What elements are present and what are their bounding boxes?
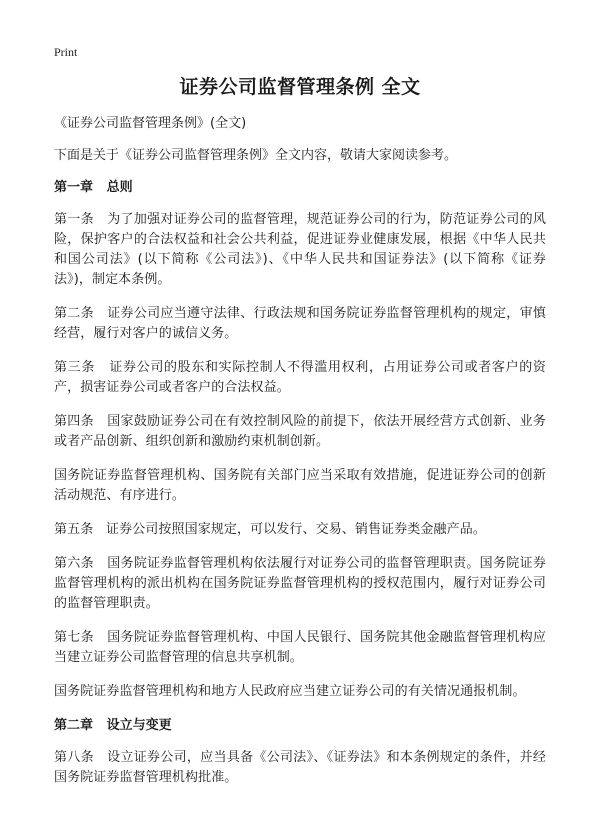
article-5: 第五条 证券公司按照国家规定，可以发行、交易、销售证券类金融产品。 [54, 522, 486, 537]
article-7: 第七条 国务院证券监督管理机构、中国人民银行、国务院其他金融监督管理机构应当建立证券公司监督管理的信息共享机制。 [54, 630, 546, 665]
article-7-paragraph-2: 国务院证券监督管理机构和地方人民政府应当建立证券公司的有关情况通报机制。 [54, 684, 526, 699]
page-title: 证券公司监督管理条例 全文 [179, 76, 421, 98]
article-3: 第三条 证券公司的股东和实际控制人不得滥用权利，占用证券公司或者客户的资产，损害证券公司或者客户的合法权益。 [54, 360, 546, 395]
document-subtitle: 《证券公司监督管理条例》(全文) [54, 116, 247, 131]
article-4: 第四条 国家鼓励证券公司在有效控制风险的前提下，依法开展经营方式创新、业务或者产品创新、组织创新和激励约束机制创新。 [54, 414, 546, 449]
article-8: 第八条 设立证券公司，应当具备《公司法》、《证券法》和本条例规定的条件，并经国务院证券监督管理机构批准。 [54, 750, 546, 785]
article-2: 第二条 证券公司应当遵守法律、行政法规和国务院证券监督管理机构的规定，审慎经营，履行对客户的诚信义务。 [54, 306, 546, 341]
print-link[interactable]: Print [54, 45, 78, 59]
chapter-heading-2: 第二章 设立与变更 [54, 718, 172, 733]
intro-text: 下面是关于《证券公司监督管理条例》全文内容，敬请大家阅读参考。 [54, 148, 458, 163]
article-1: 第一条 为了加强对证券公司的监督管理，规范证券公司的行为，防范证券公司的风险，保护客户的合法权益和社会公共利益，促进证券业健康发展，根据《中华人民共和国公司法》(以下简称《公司法》)、《中华人民共和国证券法》(以下简称《证券法》)，制定本条例。 [54, 212, 546, 287]
chapter-heading-1: 第一章 总则 [54, 180, 133, 195]
article-4-paragraph-2: 国务院证券监督管理机构、国务院有关部门应当采取有效措施，促进证券公司的创新活动规范、有序进行。 [54, 468, 546, 503]
article-6: 第六条 国务院证券监督管理机构依法履行对证券公司的监督管理职责。国务院证券监督管理机构的派出机构在国务院证券监督管理机构的授权范围内，履行对证券公司的监督管理职责。 [54, 556, 546, 611]
